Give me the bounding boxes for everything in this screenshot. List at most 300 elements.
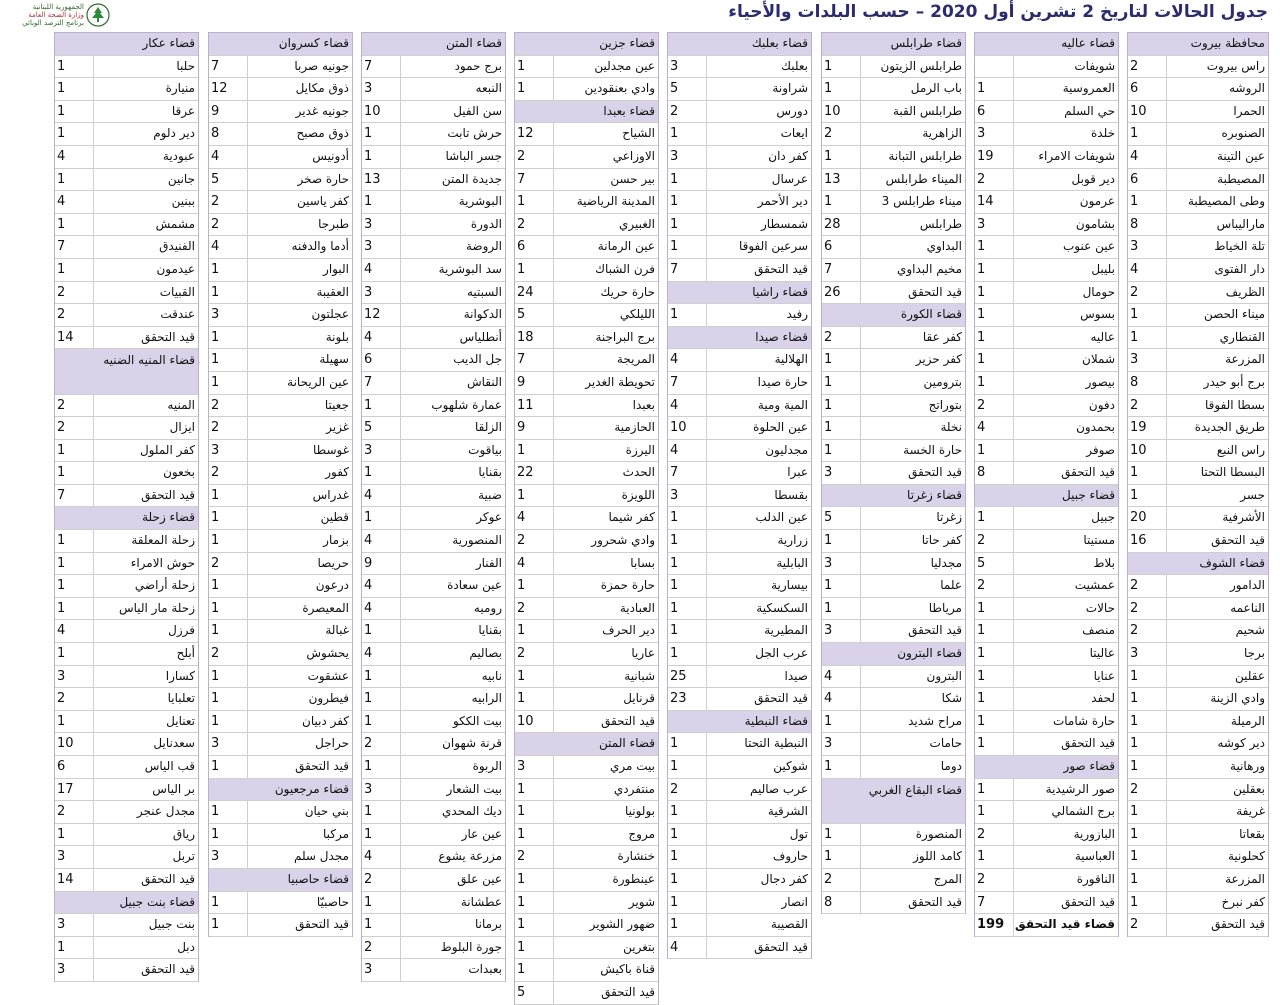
table-row <box>515 462 658 485</box>
case-count: 2 <box>670 781 679 797</box>
locality-name: حريصا <box>247 553 352 575</box>
case-count: 1 <box>977 736 986 752</box>
case-count: 10 <box>1130 103 1147 119</box>
locality-name: ايزال <box>93 417 198 439</box>
table-row <box>822 462 965 485</box>
table-row <box>975 146 1118 169</box>
table-row <box>55 959 198 982</box>
locality-name: جسر <box>1166 485 1268 507</box>
locality-name: نابيه <box>400 666 505 688</box>
case-count: 4 <box>517 510 526 526</box>
locality-name: الرميلة <box>1166 711 1268 733</box>
table-row <box>362 688 505 711</box>
case-count: 1 <box>977 307 986 323</box>
locality-name: حاصبيّا <box>247 892 352 914</box>
table-row <box>1128 688 1268 711</box>
case-count: 1 <box>977 600 986 616</box>
locality-name: شوير <box>553 892 658 914</box>
table-row <box>668 801 811 824</box>
locality-name: جورة البلوط <box>400 937 505 959</box>
table-row <box>362 191 505 214</box>
locality-name: صيدا <box>706 666 811 688</box>
case-count: 3 <box>977 126 986 142</box>
locality-name: منصف <box>1013 620 1118 642</box>
case-count <box>822 304 860 326</box>
locality-name: جديدة المتن <box>400 169 505 191</box>
case-count: 2 <box>517 849 526 865</box>
locality-name: كفر شيما <box>553 507 658 529</box>
district-name: قضاء الكورة <box>900 307 962 322</box>
locality-name: حلبا <box>93 56 198 78</box>
locality-name: الغبيري <box>553 214 658 236</box>
district-header <box>668 327 811 350</box>
locality-name: أدما والدفنه <box>247 236 352 258</box>
district-header <box>668 33 811 56</box>
locality-name: الناقورة <box>1013 869 1118 891</box>
table-row <box>362 507 505 530</box>
case-count: 7 <box>670 374 679 390</box>
locality-name: الشياح <box>553 123 658 145</box>
table-row <box>209 78 352 101</box>
table-row <box>209 440 352 463</box>
table-row <box>209 914 352 937</box>
case-count: 6 <box>1130 171 1139 187</box>
locality-name: مجدليون <box>706 440 811 462</box>
case-count: 1 <box>517 81 526 97</box>
district-header <box>822 643 965 666</box>
case-count: 1 <box>1130 804 1139 820</box>
table-row <box>362 214 505 237</box>
table-row <box>668 78 811 101</box>
table-row <box>515 417 658 440</box>
locality-name: الليلكي <box>553 304 658 326</box>
case-count: 1 <box>1130 894 1139 910</box>
case-count: 4 <box>211 148 220 164</box>
case-count: 2 <box>1130 781 1139 797</box>
table-row <box>822 169 965 192</box>
case-count: 1 <box>517 691 526 707</box>
case-count: 1 <box>211 623 220 639</box>
locality-name: مجدليا <box>860 553 965 575</box>
district-name: قضاء طرابلس <box>890 36 962 50</box>
case-count: 16 <box>1130 533 1147 549</box>
locality-name: مزرعة يشوع <box>400 846 505 868</box>
table-row <box>1128 101 1268 124</box>
table-row <box>209 282 352 305</box>
table-row <box>362 304 505 327</box>
table-row <box>515 869 658 892</box>
locality-name: قيد التحقق <box>860 892 965 914</box>
locality-name: مشمش <box>93 214 198 236</box>
locality-name: الحمرا <box>1166 101 1268 123</box>
case-count: 1 <box>824 81 833 97</box>
locality-name: فيطرون <box>247 688 352 710</box>
table-row <box>55 688 198 711</box>
case-count <box>668 327 706 349</box>
table-row <box>55 146 198 169</box>
table-row <box>975 56 1118 79</box>
table-row <box>515 191 658 214</box>
locality-name: القنطاري <box>1166 327 1268 349</box>
locality-name: عيدمون <box>93 259 198 281</box>
locality-name: المزرعة <box>1166 349 1268 371</box>
case-count <box>515 101 553 123</box>
case-count: 1 <box>211 352 220 368</box>
locality-name: باب الرمل <box>860 78 965 100</box>
case-count: 1 <box>57 81 66 97</box>
table-row <box>1128 372 1268 395</box>
table-row <box>55 462 198 485</box>
table-row <box>515 598 658 621</box>
case-count: 1 <box>977 646 986 662</box>
table-row <box>209 372 352 395</box>
table-row <box>55 417 198 440</box>
case-count: 22 <box>517 465 534 481</box>
locality-name: النبطية التحتا <box>706 733 811 755</box>
case-count: 1 <box>364 894 373 910</box>
table-row <box>668 869 811 892</box>
locality-name: بعبدا <box>553 395 658 417</box>
case-count: 1 <box>1130 713 1139 729</box>
locality-name: سن الفيل <box>400 101 505 123</box>
table-row <box>515 553 658 576</box>
locality-name: قيد التحقق <box>93 327 198 349</box>
locality-name: ماراليباس <box>1166 214 1268 236</box>
case-count: 2 <box>57 804 66 820</box>
table-row <box>1128 56 1268 79</box>
locality-name: الدورة <box>400 214 505 236</box>
table-row <box>668 846 811 869</box>
locality-name: مستيتا <box>1013 530 1118 552</box>
table-row <box>1128 146 1268 169</box>
case-count: 1 <box>517 261 526 277</box>
table-row <box>362 575 505 598</box>
table-row <box>55 304 198 327</box>
table-row <box>975 101 1118 124</box>
table-row <box>668 440 811 463</box>
case-count: 7 <box>211 58 220 74</box>
table-row <box>822 824 965 847</box>
table-row <box>55 282 198 305</box>
case-count: 1 <box>211 533 220 549</box>
case-count: 1 <box>1130 329 1139 345</box>
table-row <box>362 259 505 282</box>
case-count: 3 <box>824 465 833 481</box>
locality-name: بيت الككو <box>400 711 505 733</box>
page-title: جدول الحالات لتاريخ 2 تشرين أول 2020 – حسب البلدات والأحياء <box>728 2 1268 22</box>
case-count: 2 <box>517 533 526 549</box>
case-count: 2 <box>57 420 66 436</box>
table-row <box>668 892 811 915</box>
case-count: 1 <box>670 804 679 820</box>
case-count: 1 <box>517 804 526 820</box>
case-count: 1 <box>517 871 526 887</box>
case-count: 1 <box>670 736 679 752</box>
locality-name: عين عنوب <box>1013 236 1118 258</box>
case-count: 9 <box>517 374 526 390</box>
table-row <box>975 462 1118 485</box>
case-count: 7 <box>517 171 526 187</box>
case-count: 6 <box>57 759 66 774</box>
locality-name: قيد التحقق <box>860 462 965 484</box>
case-count: 7 <box>670 465 679 481</box>
table-row <box>668 304 811 327</box>
case-count: 1 <box>670 307 679 323</box>
locality-name: عجلتون <box>247 304 352 326</box>
case-count: 3 <box>364 81 373 97</box>
case-count: 2 <box>57 284 66 300</box>
case-count: 1 <box>824 420 833 436</box>
locality-name: الزاهرية <box>860 123 965 145</box>
locality-name: أبلح <box>93 643 198 665</box>
district-header <box>668 282 811 305</box>
locality-name: غزير <box>247 417 352 439</box>
table-row <box>515 146 658 169</box>
table-row <box>362 914 505 937</box>
locality-name: شملان <box>1013 349 1118 371</box>
case-count: 10 <box>517 713 534 729</box>
locality-name: بعلبك <box>706 56 811 78</box>
locality-name: المية ومية <box>706 395 811 417</box>
locality-name: قرنايل <box>553 688 658 710</box>
table-row <box>822 236 965 259</box>
case-count: 2 <box>57 307 66 323</box>
case-count: 7 <box>824 261 833 277</box>
locality-name: عين التينة <box>1166 146 1268 168</box>
table-row <box>515 507 658 530</box>
table-row <box>362 146 505 169</box>
locality-name: عبودية <box>93 146 198 168</box>
case-count: 6 <box>1130 81 1139 97</box>
locality-name: الشرقية <box>706 801 811 823</box>
district-name: قضاء بنت جبيل <box>119 894 195 909</box>
table-row <box>209 846 352 869</box>
locality-name: كامد اللوز <box>860 846 965 868</box>
district-name: قضاء بعبدا <box>603 103 655 118</box>
case-count: 4 <box>364 600 373 616</box>
case-count: 2 <box>364 871 373 887</box>
case-count: 1 <box>517 781 526 797</box>
table-row <box>55 801 198 824</box>
locality-name: دير الأحمر <box>706 191 811 213</box>
table-row <box>822 372 965 395</box>
table-row <box>55 395 198 418</box>
table-row <box>55 101 198 124</box>
locality-name: البوار <box>247 259 352 281</box>
case-count <box>1128 33 1166 55</box>
case-count: 2 <box>57 691 66 707</box>
table-row <box>55 914 198 937</box>
locality-name: نخلة <box>860 417 965 439</box>
case-count: 4 <box>364 329 373 345</box>
locality-name: بسابا <box>553 553 658 575</box>
table-row <box>55 530 198 553</box>
case-count: 1 <box>977 668 986 684</box>
case-count: 1 <box>57 103 66 119</box>
locality-name: اليرزة <box>553 440 658 462</box>
locality-name: عين عار <box>400 824 505 846</box>
locality-name: ببنين <box>93 191 198 213</box>
case-count: 4 <box>57 623 66 639</box>
locality-name: المنصورية <box>400 530 505 552</box>
table-row <box>975 349 1118 372</box>
table-row <box>515 914 658 937</box>
locality-name: قيد التحقق <box>247 756 352 778</box>
case-count: 3 <box>211 442 220 458</box>
table-row <box>822 575 965 598</box>
table-row <box>515 711 658 734</box>
locality-name: الناعمه <box>1166 598 1268 620</box>
table-row <box>55 440 198 463</box>
table-row <box>975 78 1118 101</box>
case-count <box>209 869 247 891</box>
table-row <box>1128 462 1268 485</box>
table-row <box>515 666 658 689</box>
table-row <box>362 937 505 960</box>
table-row <box>668 688 811 711</box>
case-count: 18 <box>517 329 534 345</box>
locality-name: منتفردي <box>553 779 658 801</box>
table-row <box>1128 824 1268 847</box>
case-count: 7 <box>364 58 373 74</box>
locality-name: كسارا <box>93 666 198 688</box>
table-row <box>975 733 1118 756</box>
table-row <box>1128 304 1268 327</box>
table-row <box>515 327 658 350</box>
table-row <box>362 78 505 101</box>
case-count: 1 <box>364 510 373 526</box>
locality-name: تعنايل <box>93 711 198 733</box>
locality-name: سد البوشرية <box>400 259 505 281</box>
table-row <box>55 123 198 146</box>
district-name: قضاء زغرتا <box>907 487 962 502</box>
case-count: 6 <box>517 239 526 255</box>
table-row <box>55 169 198 192</box>
table-row <box>209 56 352 79</box>
table-row <box>668 733 811 756</box>
case-count: 1 <box>824 578 833 594</box>
locality-name: الرابيه <box>400 688 505 710</box>
case-count: 7 <box>364 374 373 390</box>
table-row <box>975 801 1118 824</box>
locality-name: طرابلس الزيتون <box>860 56 965 78</box>
case-count: 1 <box>977 849 986 865</box>
locality-name: أدونيس <box>247 146 352 168</box>
locality-name: بيت الشعار <box>400 779 505 801</box>
table-row <box>209 349 352 372</box>
table-row <box>515 846 658 869</box>
case-count: 1 <box>824 148 833 164</box>
table-row <box>975 327 1118 350</box>
case-count: 1 <box>364 148 373 164</box>
locality-name: مركبا <box>247 824 352 846</box>
locality-name: زغرتا <box>860 507 965 529</box>
locality-name: قيد التحقق <box>553 711 658 733</box>
locality-name: روميه <box>400 598 505 620</box>
case-count: 1 <box>824 194 833 210</box>
district-column <box>208 32 353 937</box>
table-row <box>362 620 505 643</box>
case-count: 2 <box>977 397 986 413</box>
locality-name: جعيتا <box>247 395 352 417</box>
table-row <box>1128 440 1268 463</box>
locality-name: قيد التحقق <box>860 620 965 642</box>
table-row <box>822 688 965 711</box>
district-name: قضاء صور <box>1063 759 1115 773</box>
locality-name: قيد التحقق <box>1166 914 1268 936</box>
table-row <box>362 869 505 892</box>
case-count: 3 <box>824 555 833 571</box>
locality-name: قيد التحقق <box>93 869 198 891</box>
case-count: 1 <box>57 126 66 142</box>
locality-name: برج أبو حيدر <box>1166 372 1268 394</box>
case-count: 1 <box>977 261 986 277</box>
case-count: 1 <box>211 329 220 345</box>
table-row <box>55 553 198 576</box>
locality-name: حراجل <box>247 733 352 755</box>
table-row <box>362 417 505 440</box>
locality-name: العمروسية <box>1013 78 1118 100</box>
table-row <box>1128 78 1268 101</box>
locality-name: الصنوبره <box>1166 123 1268 145</box>
case-count: 3 <box>364 781 373 797</box>
case-count: 9 <box>517 420 526 436</box>
table-row <box>209 214 352 237</box>
table-row <box>515 78 658 101</box>
table-row <box>668 937 811 960</box>
case-count <box>668 33 706 55</box>
locality-name: عاليتا <box>1013 643 1118 665</box>
locality-name: قضاء قيد التحقق <box>1013 914 1118 936</box>
case-count: 4 <box>364 849 373 865</box>
case-count: 7 <box>57 487 66 503</box>
case-count: 13 <box>364 171 381 187</box>
case-count: 1 <box>57 58 66 74</box>
locality-name: يحشوش <box>247 643 352 665</box>
table-row <box>515 282 658 305</box>
case-count: 199 <box>977 917 1005 933</box>
case-count: 1 <box>364 804 373 820</box>
locality-name: العقيبة <box>247 282 352 304</box>
district-header <box>515 33 658 56</box>
table-row <box>515 485 658 508</box>
locality-name: صوفر <box>1013 440 1118 462</box>
table-row <box>822 892 965 915</box>
case-count: 1 <box>670 555 679 571</box>
locality-name: دير الحرف <box>553 620 658 642</box>
table-row <box>209 666 352 689</box>
locality-name: قيد التحقق <box>706 688 811 710</box>
case-count: 10 <box>364 103 381 119</box>
table-row <box>362 801 505 824</box>
locality-name: بيت مري <box>553 756 658 778</box>
table-row <box>362 553 505 576</box>
locality-name: الحازمية <box>553 417 658 439</box>
case-count: 1 <box>824 374 833 390</box>
locality-name: بقعاتا <box>1166 824 1268 846</box>
table-row <box>362 56 505 79</box>
locality-name: علما <box>860 575 965 597</box>
locality-name: دبل <box>93 937 198 959</box>
case-count: 1 <box>977 352 986 368</box>
table-row <box>515 236 658 259</box>
locality-name: الربوة <box>400 756 505 778</box>
case-count: 5 <box>517 307 526 323</box>
locality-name: قيد التحقق <box>1013 892 1118 914</box>
district-name: قضاء المتن <box>446 36 502 50</box>
case-count: 1 <box>824 849 833 865</box>
table-row <box>1128 892 1268 915</box>
